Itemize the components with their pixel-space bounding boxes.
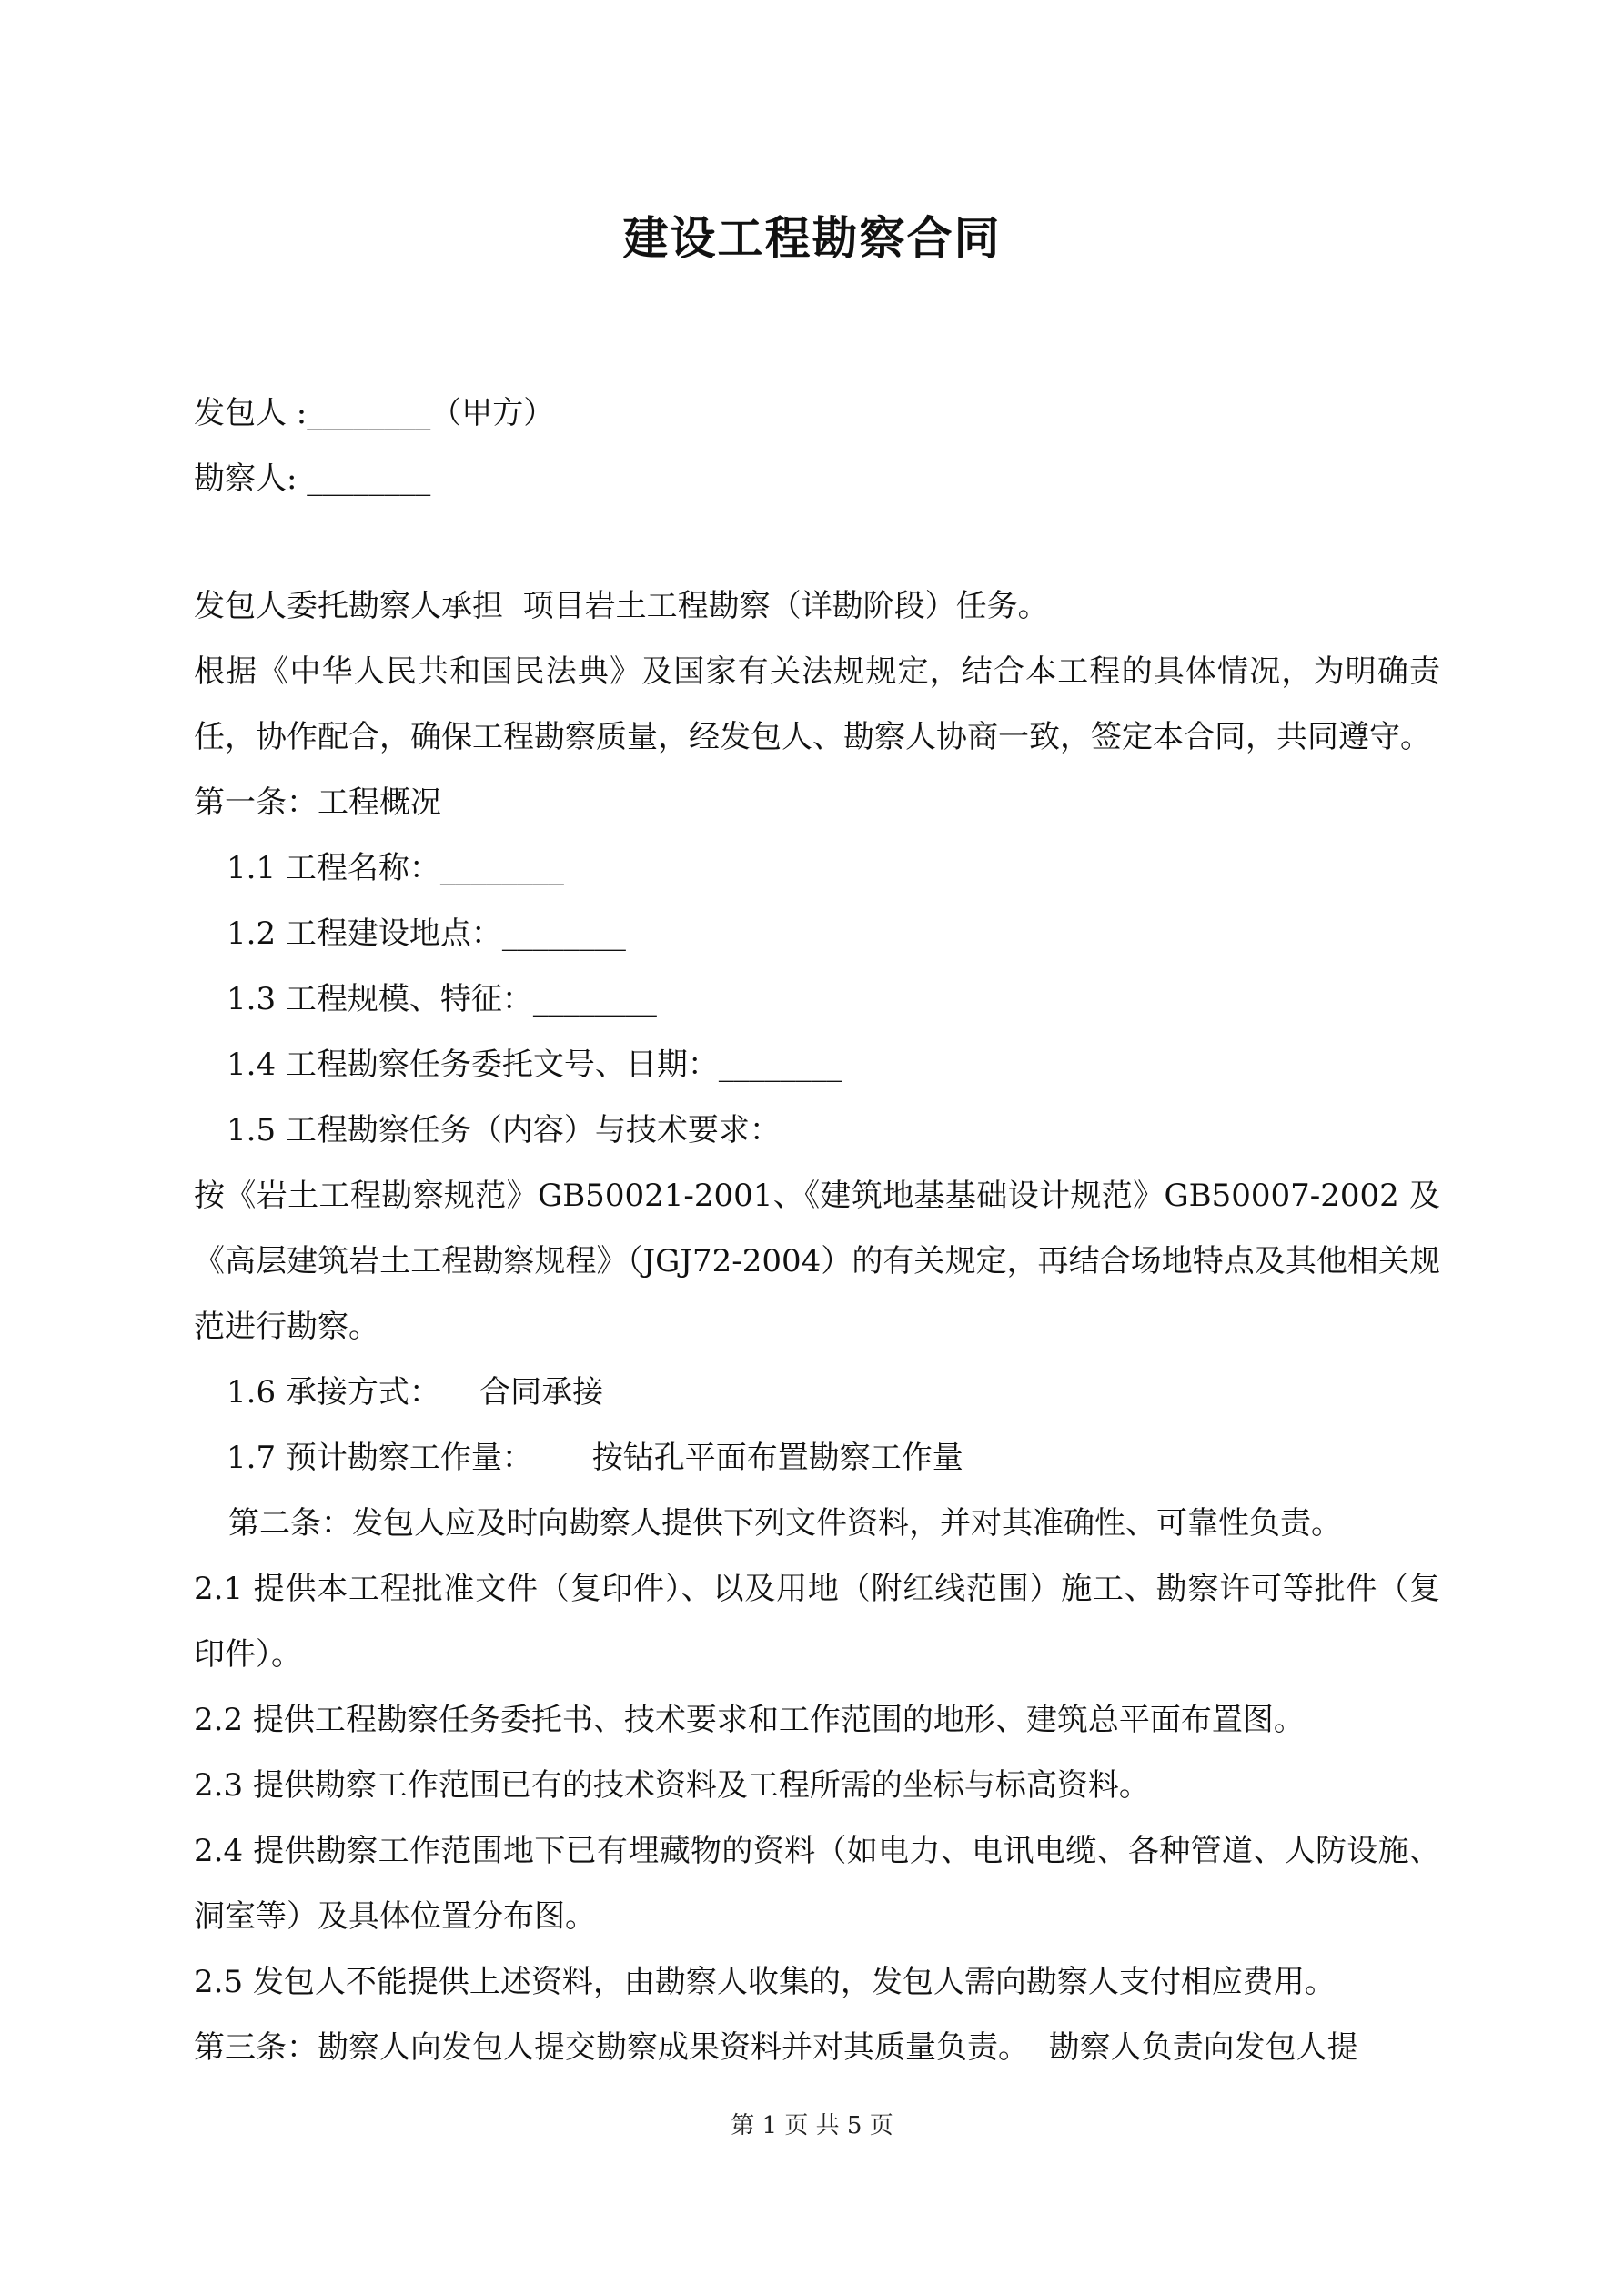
item-1-4: 1.4 工程勘察任务委托文号、日期：________ [227,1047,842,1083]
item-2-5: 2.5 发包人不能提供上述资料，由勘察人收集的，发包人需向勘察人支付相应费用。 [194,1964,1336,2000]
surveyor-line: 勘察人: ________ [194,460,431,497]
client-line: 发包人 :________（甲方） [194,395,555,431]
spacer [194,511,1440,573]
document-title: 建设工程勘察合同 [622,211,1002,265]
item-2-4: 2.4 提供勘察工作范围地下已有埋藏物的资料（如电力、电讯电缆、各种管道、人防设施、洞室等）及具体位置分布图。 [194,1833,1440,1935]
standards-paragraph: 按《岩土工程勘察规范》GB50021-2001、《建筑地基基础设计规范》GB50007-2002 及《高层建筑岩土工程勘察规程》（JGJ72-2004）的有关规定，再结合场地特点及其他相关规范进行勘察。 [194,1178,1440,1345]
intro-line-1: 发包人委托勘察人承担 项目岩土工程勘察（详勘阶段）任务。 [194,588,1049,624]
article1-heading: 第一条：工程概况 [194,784,441,821]
item-1-3: 1.3 工程规模、特征：________ [227,981,657,1017]
page-footer: 第 1 页 共 5 页 [731,2112,893,2139]
item-2-3: 2.3 提供勘察工作范围已有的技术资料及工程所需的坐标与标高资料。 [194,1767,1150,1804]
item-2-2: 2.2 提供工程勘察任务委托书、技术要求和工作范围的地形、建筑总平面布置图。 [194,1702,1305,1738]
article2-heading: 第二条：发包人应及时向勘察人提供下列文件资料，并对其准确性、可靠性负责。 [228,1505,1342,1542]
item-1-6: 1.6 承接方式： 合同承接 [227,1374,604,1411]
item-1-5: 1.5 工程勘察任务（内容）与技术要求： [227,1112,781,1148]
item-2-1: 2.1 提供本工程批准文件（复印件）、以及用地（附红线范围）施工、勘察许可等批件（复印件）。 [194,1571,1440,1673]
item-1-2: 1.2 工程建设地点：________ [227,915,626,952]
article3-heading: 第三条：勘察人向发包人提交勘察成果资料并对其质量负责。 勘察人负责向发包人提 [194,2029,1358,2066]
document-body [194,380,1440,2080]
item-1-1: 1.1 工程名称：________ [227,850,564,886]
item-1-7: 1.7 预计勘察工作量： 按钻孔平面布置勘察工作量 [227,1440,963,1476]
intro-paragraph: 根据《中华人民共和国民法典》及国家有关法规规定，结合本工程的具体情况，为明确责任，协作配合，确保工程勘察质量，经发包人、勘察人协商一致，签定本合同，共同遵守。 [194,653,1440,755]
